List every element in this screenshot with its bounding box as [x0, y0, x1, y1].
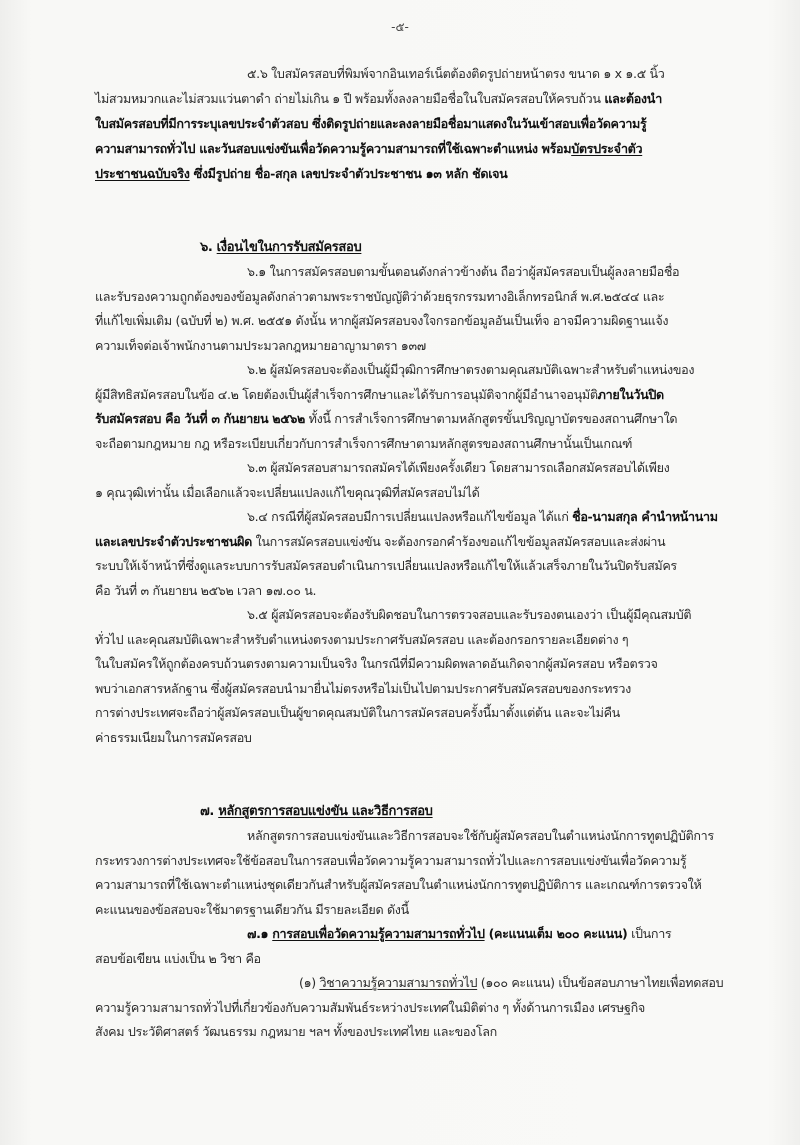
text-line: [247, 66, 665, 82]
text-run: ซึ่งมีรูปถ่าย ชื่อ-สกุล เลขประจำตัวประชาชน ๑๓ หลัก ชัดเจน: [189, 166, 508, 181]
text-line: [95, 289, 664, 305]
text-run: ภายในวันปิด: [597, 387, 664, 402]
text-line: [95, 338, 426, 354]
text-run: และเลขประจำตัวประชาชนผิด: [95, 534, 252, 549]
text-line: [95, 91, 662, 107]
text-run: คือ วันที่ ๓ กันยายน ๒๕๖๒ เวลา ๑๗.๐๐ น.: [95, 583, 317, 598]
text-run: ผู้มีสิทธิสมัครสอบในข้อ ๔.๒ โดยต้องเป็นผู้สำเร็จการศึกษาและได้รับการอนุมัติจากผู้มีอำนาจอนุมัติ: [95, 387, 598, 402]
text-line: [95, 485, 479, 501]
text-run: เงื่อนไขในการรับสมัครสอบ: [216, 240, 362, 255]
text-run: หลักสูตรการสอบแข่งขัน และวิธีการสอบ: [218, 804, 433, 819]
text-run: ๗.๑: [247, 926, 273, 941]
text-line: [95, 583, 316, 599]
text-line: [247, 509, 718, 525]
text-run: ความสามารถทั่วไป และวันสอบแข่งขันเพื่อวัดความรู้ความสามารถที่ใช้เฉพาะตำแหน่ง พร้อม: [95, 141, 572, 156]
text-line: [95, 730, 252, 746]
text-run: ๖.๔ กรณีที่ผู้สมัครสอบมีการเปลี่ยนแปลงหรือแก้ไขข้อมูล ได้แก่: [247, 509, 573, 524]
text-line: [95, 656, 658, 672]
text-line: [95, 411, 677, 427]
section-heading: [200, 240, 361, 256]
text-run: ชื่อ-นามสกุล คำนำหน้านาม: [572, 509, 718, 524]
text-line: [95, 951, 261, 967]
text-run: (๑): [299, 975, 320, 990]
text-run: การสอบเพื่อวัดความรู้ความสามารถทั่วไป: [272, 926, 485, 941]
text-run: ๗.: [200, 804, 219, 819]
text-run: ทั่วไป และคุณสมบัติเฉพาะสำหรับตำแหน่งตรงตามประกาศรับสมัครสอบ และต้องกรอกรายละเอียดต่าง ๆ: [95, 632, 629, 647]
text-run: ประชาชนฉบับจริง: [95, 166, 190, 181]
text-run: บัตรประจำตัว: [571, 141, 643, 156]
text-run: ๕.๖ ใบสมัครสอบที่พิมพ์จากอินเทอร์เน็ตต้องติดรูปถ่ายหน้าตรง ขนาด ๑ x ๑.๕ นิ้ว: [247, 66, 665, 81]
text-run: คะแนนของข้อสอบจะใช้มาตรฐานเดียวกัน มีรายละเอียด ดังนี้: [95, 902, 409, 917]
text-line: [95, 166, 507, 182]
text-line: [247, 264, 679, 280]
text-run: ใบสมัครสอบที่มีการระบุเลขประจำตัวสอบ ซึ่งติดรูปถ่ายและลงลายมือชื่อมาแสดงในวันเข้าสอบเพื่อวัดความรู้: [95, 116, 647, 131]
text-run: ๖.: [200, 240, 217, 255]
text-run: รับสมัครสอบ คือ วันที่ ๓ กันยายน ๒๕๖๒: [95, 411, 305, 426]
text-run: กระทรวงการต่างประเทศจะใช้ข้อสอบในการสอบเพื่อวัดความรู้ความสามารถทั่วไปและการสอบแข่งขันเพื่อวัดความรู้: [95, 853, 687, 868]
text-line: [95, 436, 632, 452]
text-line: [247, 362, 694, 378]
text-line: [95, 902, 409, 918]
text-run: ความเท็จต่อเจ้าพนักงานตามประมวลกฎหมายอาญามาตรา ๑๓๗: [95, 338, 426, 353]
text-run: วิชาความรู้ความสามารถทั่วไป: [319, 975, 478, 990]
text-run: ความรู้ความสามารถทั่วไปที่เกี่ยวข้องกับความสัมพันธ์ระหว่างประเทศในมิติต่าง ๆ ทั้งด้านการเมือง เศรษฐกิจ: [95, 1000, 645, 1015]
text-line: [95, 1000, 645, 1016]
text-run: และต้องนำ: [604, 91, 663, 106]
text-line: [95, 558, 677, 574]
text-run: (๑๐๐ คะแนน) เป็นข้อสอบภาษาไทยเพื่อทดสอบ: [477, 975, 724, 990]
text-line: [95, 141, 642, 157]
text-line: [95, 534, 665, 550]
text-run: ระบบให้เจ้าหน้าที่ซึ่งดูแลระบบการรับสมัครสอบดำเนินการเปลี่ยนแปลงหรือแก้ไขให้แล้วเสร็จภายในวันปิดรับสมัคร: [95, 558, 677, 573]
text-run: (คะแนนเต็ม ๒๐๐ คะแนน): [484, 926, 628, 941]
text-run: ทั้งนี้ การสำเร็จการศึกษาตามหลักสูตรขั้นปริญญาบัตรของสถานศึกษาใด: [304, 411, 678, 426]
text-run: ไม่สวมหมวกและไม่สวมแว่นตาดำ ถ่ายไม่เกิน ๑ ปี พร้อมทั้งลงลายมือชื่อในใบสมัครสอบให้ครบถ้วน: [95, 91, 605, 106]
text-line: [95, 877, 701, 893]
section-heading: [200, 804, 433, 820]
text-run: สังคม ประวัติศาสตร์ วัฒนธรรม กฎหมาย ฯลฯ ทั้งของประเทศไทย และของโลก: [95, 1024, 497, 1039]
text-run: ความสามารถที่ใช้เฉพาะตำแหน่งชุดเดียวกันสำหรับผู้สมัครสอบในตำแหน่งนักการทูตปฏิบัติการ และเกณฑ์การตรวจให้: [95, 877, 702, 892]
text-run: ที่แก้ไขเพิ่มเติม (ฉบับที่ ๒) พ.ศ. ๒๕๕๑ ดังนั้น หากผู้สมัครสอบจงใจกรอกข้อมูลอันเป็นเท็จ อาจมีความผิดฐานแจ้ง: [95, 313, 669, 328]
text-run: การต่างประเทศจะถือว่าผู้สมัครสอบเป็นผู้ขาดคุณสมบัติในการสมัครสอบครั้งนี้มาตั้งแต่ต้น และจะไม่คืน: [95, 705, 620, 720]
text-line: [95, 116, 646, 132]
text-run: ๑ คุณวุฒิเท่านั้น เมื่อเลือกแล้วจะเปลี่ยนแปลงแก้ไขคุณวุฒิที่สมัครสอบไม่ได้: [95, 485, 480, 500]
text-run: ๖.๓ ผู้สมัครสอบสามารถสมัครได้เพียงครั้งเดียว โดยสามารถเลือกสมัครสอบได้เพียง: [247, 460, 670, 475]
text-line: [95, 1024, 497, 1040]
text-run: ๖.๕ ผู้สมัครสอบจะต้องรับผิดชอบในการตรวจสอบและรับรองตนเองว่า เป็นผู้มีคุณสมบัติ: [247, 607, 692, 622]
text-run: ในการสมัครสอบแข่งขัน จะต้องกรอกคำร้องขอแก้ไขข้อมูลสมัครสอบและส่งผ่าน: [251, 534, 666, 549]
text-line: [247, 460, 669, 476]
page-number: -๕-: [391, 20, 409, 34]
text-run: ๖.๒ ผู้สมัครสอบจะต้องเป็นผู้มีวุฒิการศึกษาตรงตามคุณสมบัติเฉพาะสำหรับตำแหน่งของ: [247, 362, 695, 377]
text-line: [95, 705, 620, 721]
text-run: ๖.๑ ในการสมัครสอบตามขั้นตอนดังกล่าวข้างต้น ถือว่าผู้สมัครสอบเป็นผู้ลงลายมือชื่อ: [247, 264, 680, 279]
text-line: [247, 828, 714, 844]
text-run: พบว่าเอกสารหลักฐาน ซึ่งผู้สมัครสอบนำมายื่นไม่ตรงหรือไม่เป็นไปตามประกาศรับสมัครสอบของกระทรวง: [95, 681, 631, 696]
text-line: [95, 632, 628, 648]
text-line: [247, 926, 671, 942]
text-run: และรับรองความถูกต้องของข้อมูลดังกล่าวตามพระราชบัญญัติว่าด้วยธุรกรรมทางอิเล็กทรอนิกส์ พ.ศ.๒๕๔๔ และ: [95, 289, 665, 304]
text-run: หลักสูตรการสอบแข่งขันและวิธีการสอบจะใช้กับผู้สมัครสอบในตำแหน่งนักการทูตปฏิบัติการ: [247, 828, 714, 843]
text-run: สอบข้อเขียน แบ่งเป็น ๒ วิชา คือ: [95, 951, 261, 966]
text-run: ในใบสมัครให้ถูกต้องครบถ้วนตรงตามความเป็นจริง ในกรณีที่มีความผิดพลาดอันเกิดจากผู้สมัครสอบ หรือตรวจ: [95, 656, 658, 671]
text-run: จะถือตามกฎหมาย กฎ หรือระเบียบเกี่ยวกับการสำเร็จการศึกษาตามหลักสูตรของสถานศึกษานั้นเป็นเกณฑ์: [95, 436, 633, 451]
text-run: ค่าธรรมเนียมในการสมัครสอบ: [95, 730, 252, 745]
text-line: [95, 681, 631, 697]
text-line: [95, 313, 668, 329]
text-line: [247, 607, 691, 623]
text-line: [95, 853, 686, 869]
text-run: เป็นการ: [627, 926, 672, 941]
text-line: [95, 387, 664, 403]
text-line: [299, 975, 723, 991]
